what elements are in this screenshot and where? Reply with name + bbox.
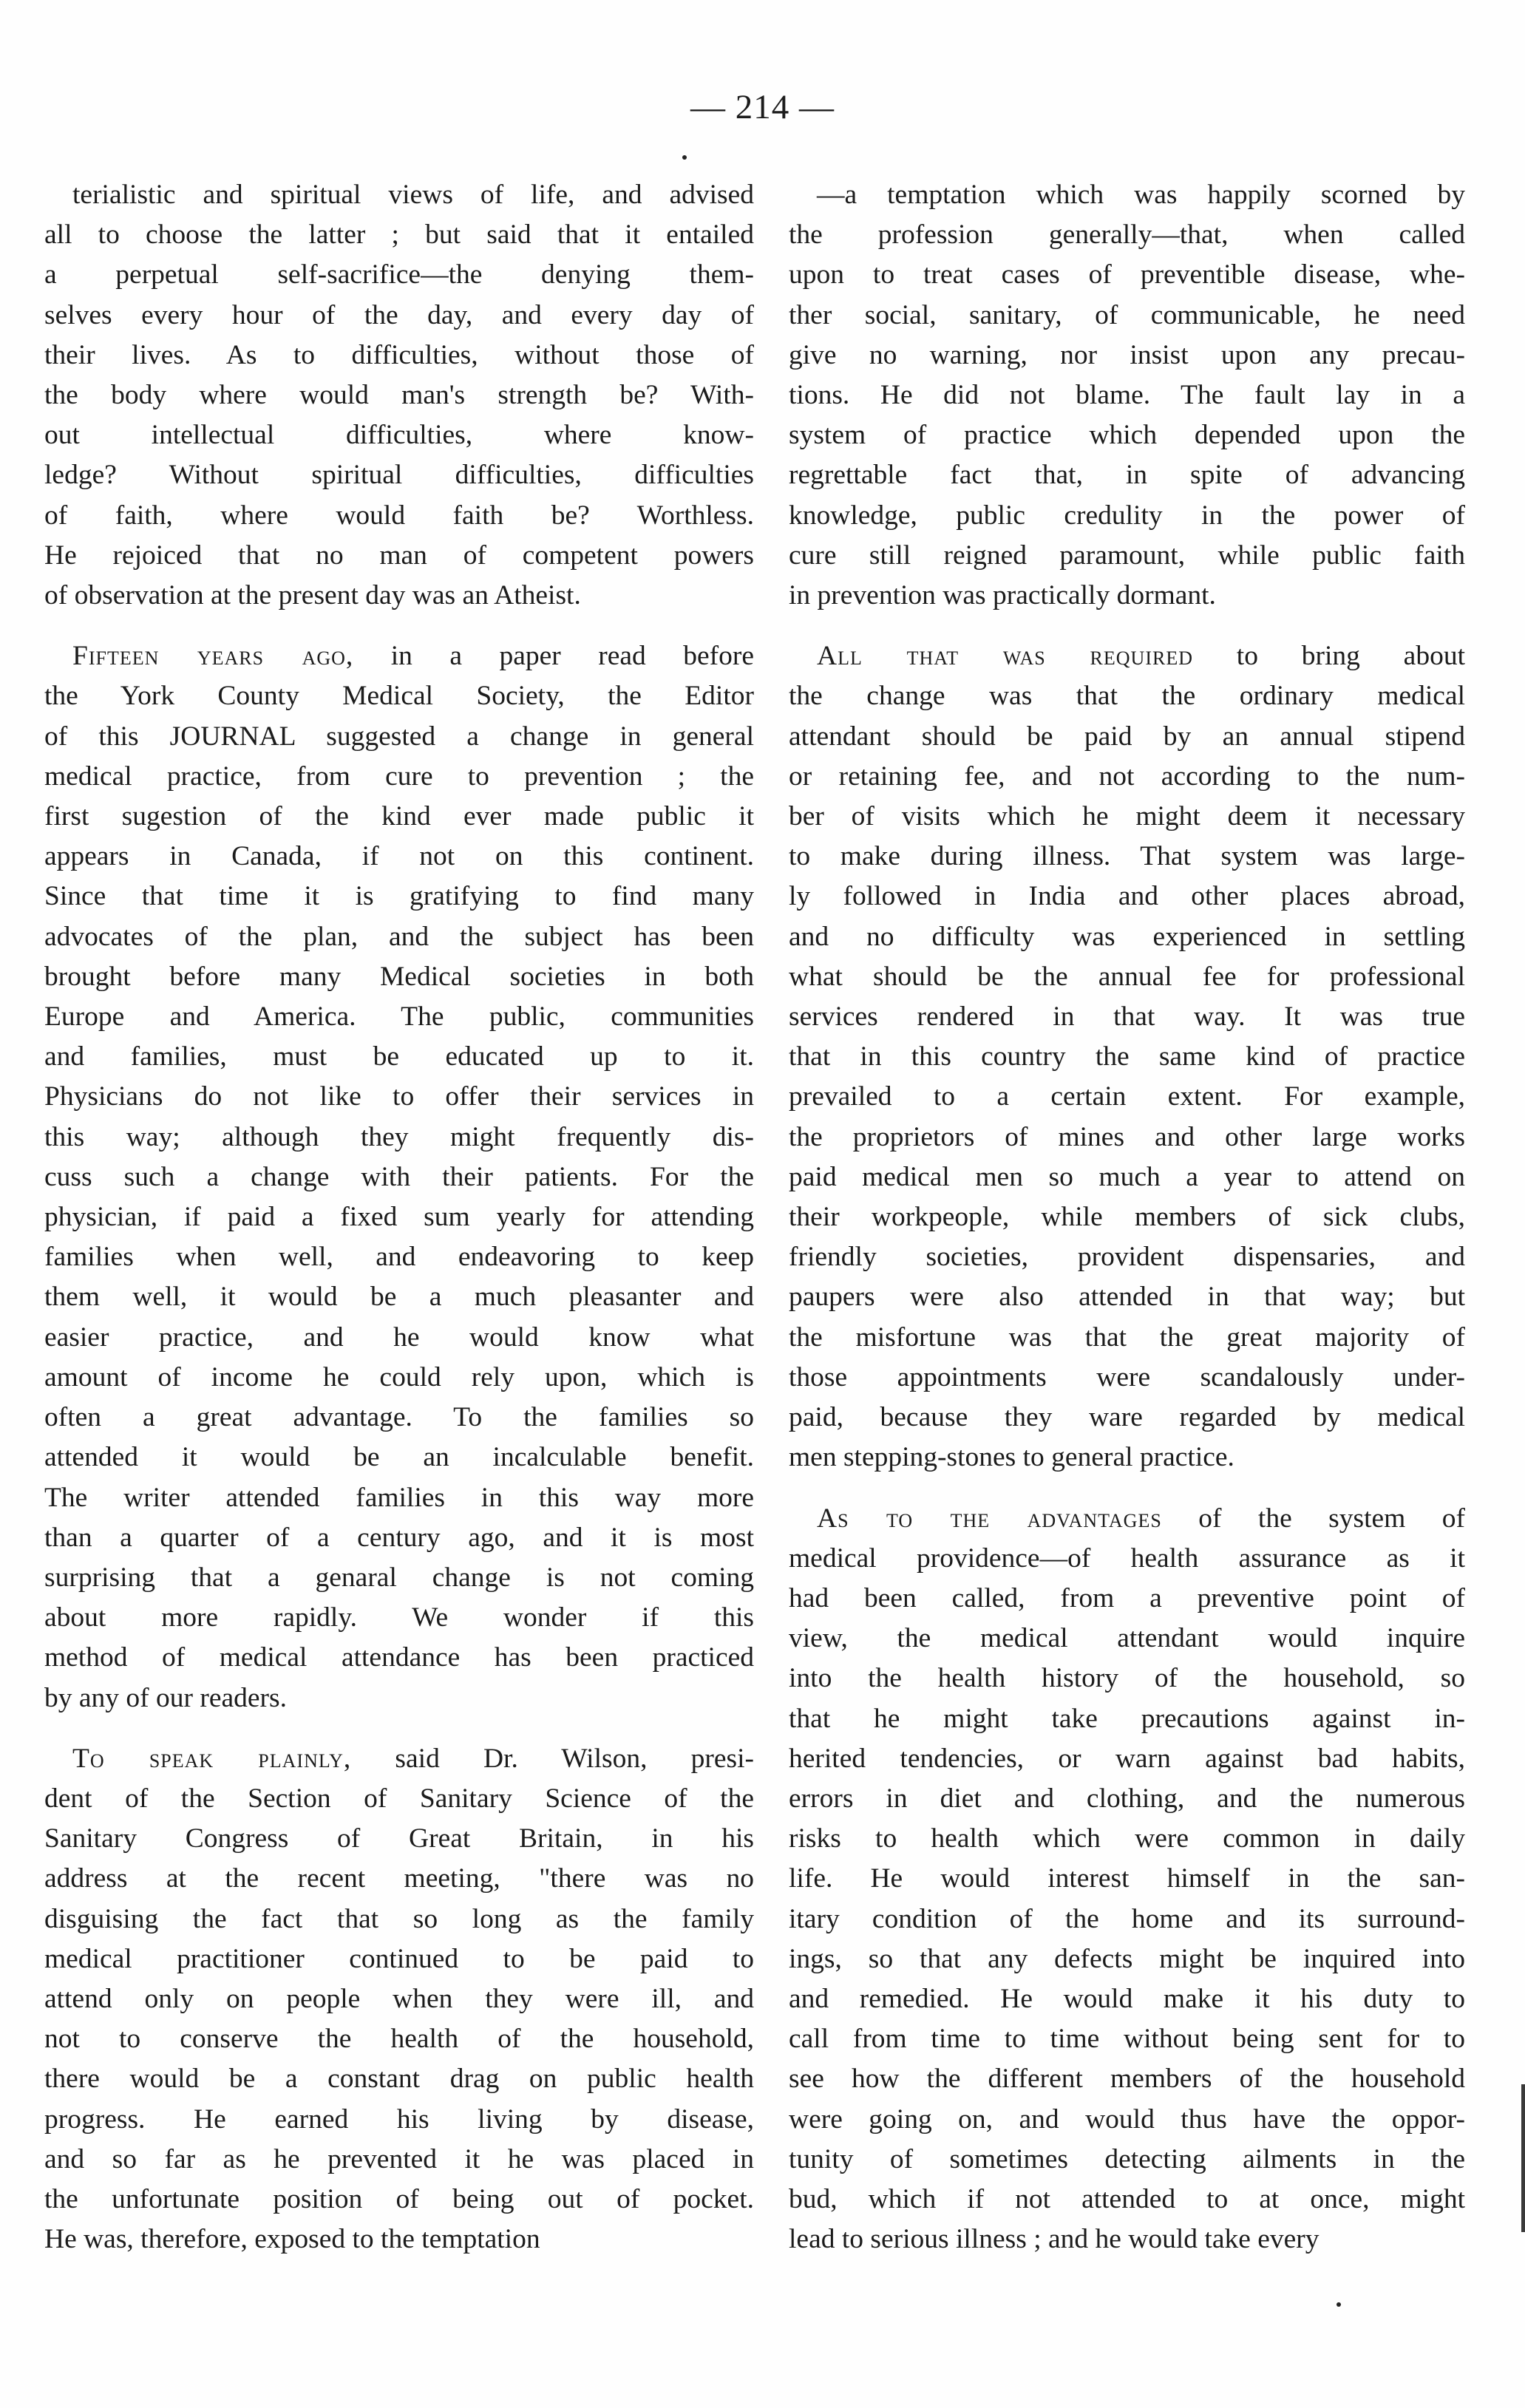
- text-line: [44, 2059, 754, 2099]
- text-line: [789, 2100, 1465, 2140]
- line-text: in prevention was practically dormant.: [789, 580, 1216, 611]
- line-text: address at the recent meeting, "there was no: [44, 1863, 754, 1894]
- text-line: [789, 997, 1465, 1037]
- text-line: [789, 576, 1465, 616]
- text-line: [789, 636, 1465, 676]
- text-line: [44, 957, 754, 997]
- text-line: [789, 1819, 1465, 1859]
- line-text: lead to serious illness ; and he would take every: [789, 2224, 1319, 2255]
- text-line: [44, 496, 754, 536]
- text-line: [44, 1598, 754, 1638]
- line-text: knowledge, public credulity in the power of: [789, 500, 1465, 531]
- paragraph: [789, 1499, 1465, 2260]
- text-line: [44, 1638, 754, 1678]
- line-text: to bring about: [1192, 641, 1465, 672]
- paragraph-lead: All that was required: [817, 641, 1193, 672]
- text-line: [789, 957, 1465, 997]
- text-line: [789, 2059, 1465, 2099]
- line-text: medical providence—of health assurance as it: [789, 1543, 1465, 1574]
- text-line: [789, 1197, 1465, 1237]
- line-text: those appointments were scandalously under-: [789, 1361, 1465, 1392]
- line-text: were going on, and would thus have the oppor-: [789, 2103, 1465, 2135]
- text-line: [789, 2180, 1465, 2220]
- text-line: [789, 797, 1465, 837]
- text-line: [789, 1899, 1465, 1939]
- text-line: [789, 1118, 1465, 1157]
- text-line: [789, 1237, 1465, 1277]
- text-line: [789, 1077, 1465, 1117]
- line-text: the misfortune was that the great majority of: [789, 1322, 1465, 1353]
- text-line: [44, 997, 754, 1037]
- text-line: [44, 1478, 754, 1518]
- text-line: [44, 336, 754, 375]
- text-line: [789, 296, 1465, 336]
- line-text: and no difficulty was experienced in settling: [789, 921, 1465, 952]
- line-text: upon to treat cases of preventible disease, whe-: [789, 259, 1465, 290]
- left-column: [44, 175, 754, 2280]
- text-line: [44, 1237, 754, 1277]
- text-line: [789, 536, 1465, 576]
- text-line: [789, 255, 1465, 295]
- line-text: of observation at the present day was an Atheist.: [44, 580, 581, 611]
- line-text: —a temptation which was happily scorned by: [817, 180, 1465, 210]
- line-text: that in this country the same kind of practice: [789, 1041, 1465, 1072]
- text-line: [44, 296, 754, 336]
- line-text: brought before many Medical societies in both: [44, 961, 754, 992]
- line-text: about more rapidly. We wonder if this: [44, 1602, 754, 1633]
- paragraph: [44, 1739, 754, 2260]
- text-line: [44, 2180, 754, 2220]
- line-text: tions. He did not blame. The fault lay in a: [789, 380, 1465, 411]
- line-text: cure still reigned paramount, while public faith: [789, 540, 1465, 571]
- text-line: [44, 1157, 754, 1197]
- text-line: [789, 1779, 1465, 1819]
- text-line: [44, 1979, 754, 2019]
- text-line: [44, 1739, 754, 1779]
- text-line: [44, 1558, 754, 1598]
- line-text: paid medical men so much a year to attend on: [789, 1161, 1465, 1192]
- paragraph: [789, 175, 1465, 616]
- line-text: herited tendencies, or warn against bad habits,: [789, 1743, 1465, 1774]
- line-text: first sugestion of the kind ever made public it: [44, 801, 754, 832]
- line-text: view, the medical attendant would inquire: [789, 1623, 1465, 1654]
- line-text: than a quarter of a century ago, and it is most: [44, 1522, 754, 1553]
- text-line: [44, 1859, 754, 1899]
- line-text: families when well, and endeavoring to keep: [44, 1242, 754, 1273]
- paragraph-lead: To speak plainly,: [72, 1743, 352, 1774]
- line-text: ings, so that any defects might be inquired into: [789, 1943, 1465, 1974]
- line-text: there would be a constant drag on public health: [44, 2064, 754, 2095]
- text-line: [44, 1438, 754, 1477]
- line-text: had been called, from a preventive point of: [789, 1582, 1465, 1613]
- line-text: the unfortunate position of being out of pocket.: [44, 2183, 754, 2214]
- line-text: dent of the Section of Sanitary Science of the: [44, 1783, 754, 1814]
- text-line: [44, 455, 754, 495]
- text-line: [44, 1819, 754, 1859]
- line-text: in a paper read before: [353, 641, 754, 672]
- line-text: or retaining fee, and not according to the num-: [789, 761, 1465, 792]
- text-line: [44, 375, 754, 415]
- text-line: [44, 636, 754, 676]
- line-text: terialistic and spiritual views of life, and advised: [72, 180, 754, 210]
- line-text: a perpetual self-sacrifice—the denying them-: [44, 259, 754, 290]
- line-text: bud, which if not attended to at once, might: [789, 2183, 1465, 2214]
- text-line: [44, 1779, 754, 1819]
- line-text: Sanitary Congress of Great Britain, in his: [44, 1823, 754, 1854]
- line-text: them well, it would be a much pleasanter and: [44, 1282, 754, 1313]
- line-text: errors in diet and clothing, and the numerous: [789, 1783, 1465, 1814]
- line-text: all to choose the latter ; but said that it entailed: [44, 220, 754, 251]
- text-line: [789, 1318, 1465, 1358]
- line-text: regrettable fact that, in spite of advancing: [789, 460, 1465, 491]
- paragraph-lead: As to the advantages: [817, 1503, 1162, 1534]
- text-line: [44, 1398, 754, 1438]
- text-line: [44, 1277, 754, 1317]
- line-text: method of medical attendance has been practiced: [44, 1642, 754, 1673]
- text-line: [44, 676, 754, 716]
- line-text: what should be the annual fee for professional: [789, 961, 1465, 992]
- text-line: [789, 1979, 1465, 2019]
- line-text: attend only on people when they were ill, and: [44, 1983, 754, 2014]
- line-text: into the health history of the household, so: [789, 1663, 1465, 1694]
- paragraph-lead: Fifteen years ago,: [72, 641, 354, 672]
- text-line: [44, 917, 754, 957]
- line-text: ther social, sanitary, of communicable, he need: [789, 299, 1465, 330]
- text-line: [44, 215, 754, 255]
- line-text: said Dr. Wilson, presi-: [351, 1743, 754, 1774]
- line-text: disguising the fact that so long as the family: [44, 1903, 754, 1934]
- line-text: life. He would interest himself in the san-: [789, 1863, 1465, 1894]
- text-line: [44, 877, 754, 916]
- text-line: [44, 175, 754, 215]
- text-line: [789, 717, 1465, 757]
- line-text: paupers were also attended in that way; but: [789, 1282, 1465, 1313]
- line-text: and remedied. He would make it his duty to: [789, 1983, 1465, 2014]
- line-text: system of practice which depended upon the: [789, 420, 1465, 451]
- text-line: [789, 837, 1465, 877]
- line-text: of faith, where would faith be? Worthless.: [44, 500, 754, 531]
- text-line: [44, 797, 754, 837]
- right-column: [789, 175, 1465, 2280]
- text-line: [44, 1318, 754, 1358]
- speck-bottom: [1337, 2302, 1341, 2307]
- text-line: [789, 175, 1465, 215]
- text-line: [44, 576, 754, 616]
- paragraph: [44, 636, 754, 1718]
- line-text: tunity of sometimes detecting ailments in the: [789, 2143, 1465, 2174]
- line-text: see how the different members of the household: [789, 2064, 1465, 2095]
- line-text: and families, must be educated up to it.: [44, 1041, 754, 1072]
- text-line: [44, 536, 754, 576]
- text-line: [44, 2220, 754, 2259]
- line-text: the York County Medical Society, the Editor: [44, 681, 754, 712]
- text-line: [789, 1037, 1465, 1077]
- text-line: [44, 1899, 754, 1939]
- text-line: [789, 415, 1465, 455]
- line-text: ledge? Without spiritual difficulties, difficulties: [44, 460, 754, 491]
- text-line: [789, 1499, 1465, 1539]
- text-line: [789, 877, 1465, 916]
- line-text: call from time to time without being sent for to: [789, 2024, 1465, 2055]
- line-text: men stepping-stones to general practice.: [789, 1442, 1234, 1473]
- line-text: the change was that the ordinary medical: [789, 681, 1465, 712]
- line-text: He rejoiced that no man of competent powers: [44, 540, 754, 571]
- text-line: [44, 415, 754, 455]
- line-text: and so far as he prevented it he was placed in: [44, 2143, 754, 2174]
- text-line: [789, 1157, 1465, 1197]
- text-line: [44, 255, 754, 295]
- line-text: He was, therefore, exposed to the temptation: [44, 2224, 540, 2255]
- text-line: [789, 1659, 1465, 1698]
- line-text: attendant should be paid by an annual stipend: [789, 721, 1465, 752]
- text-line: [44, 757, 754, 797]
- text-line: [44, 1118, 754, 1157]
- line-text: appears in Canada, if not on this continent.: [44, 841, 754, 872]
- line-text: often a great advantage. To the families so: [44, 1402, 754, 1433]
- text-line: [44, 2019, 754, 2059]
- line-text: medical practitioner continued to be paid to: [44, 1943, 754, 1974]
- line-text: prevailed to a certain extent. For example,: [789, 1081, 1465, 1112]
- line-text: ly followed in India and other places abroad,: [789, 881, 1465, 912]
- text-line: [789, 2140, 1465, 2180]
- text-line: [44, 837, 754, 877]
- line-text: services rendered in that way. It was true: [789, 1001, 1465, 1033]
- text-line: [789, 215, 1465, 255]
- line-text: Europe and America. The public, communities: [44, 1001, 754, 1033]
- text-line: [789, 1358, 1465, 1398]
- line-text: the profession generally—that, when called: [789, 220, 1465, 251]
- line-text: their workpeople, while members of sick clubs,: [789, 1202, 1465, 1233]
- text-line: [789, 1539, 1465, 1579]
- line-text: advocates of the plan, and the subject has been: [44, 921, 754, 952]
- text-line: [44, 1679, 754, 1718]
- line-text: attended it would be an incalculable benefit.: [44, 1442, 754, 1473]
- line-text: easier practice, and he would know what: [44, 1322, 754, 1353]
- text-line: [44, 1518, 754, 1558]
- line-text: surprising that a genaral change is not coming: [44, 1562, 754, 1593]
- paragraph: [44, 175, 754, 616]
- line-text: progress. He earned his living by disease,: [44, 2103, 754, 2135]
- line-text: of the system of: [1161, 1503, 1465, 1534]
- text-line: [789, 676, 1465, 716]
- line-text: their lives. As to difficulties, without those of: [44, 339, 754, 370]
- text-line: [44, 2100, 754, 2140]
- paragraph: [789, 636, 1465, 1477]
- text-line: [789, 1699, 1465, 1739]
- line-text: give no warning, nor insist upon any precau-: [789, 339, 1465, 370]
- line-text: Since that time it is gratifying to find many: [44, 881, 754, 912]
- line-text: itary condition of the home and its surround-: [789, 1903, 1465, 1934]
- text-line: [789, 1398, 1465, 1438]
- line-text: by any of our readers.: [44, 1682, 287, 1713]
- line-text: of this JOURNAL suggested a change in general: [44, 721, 754, 752]
- text-line: [789, 336, 1465, 375]
- line-text: the proprietors of mines and other large works: [789, 1121, 1465, 1152]
- text-line: [44, 717, 754, 757]
- line-text: The writer attended families in this way more: [44, 1482, 754, 1513]
- line-text: the body where would man's strength be? With-: [44, 380, 754, 411]
- line-text: friendly societies, provident dispensaries, and: [789, 1242, 1465, 1273]
- line-text: medical practice, from cure to prevention ; the: [44, 761, 754, 792]
- line-text: Physicians do not like to offer their services in: [44, 1081, 754, 1112]
- text-line: [789, 1739, 1465, 1779]
- line-text: this way; although they might frequently dis-: [44, 1121, 754, 1152]
- speck-top: [682, 155, 687, 160]
- line-text: out intellectual difficulties, where know-: [44, 420, 754, 451]
- text-line: [44, 1077, 754, 1117]
- line-text: physician, if paid a fixed sum yearly for attending: [44, 1202, 754, 1233]
- text-line: [789, 1859, 1465, 1899]
- line-text: not to conserve the health of the household,: [44, 2024, 754, 2055]
- text-line: [44, 1358, 754, 1398]
- text-line: [789, 496, 1465, 536]
- text-line: [789, 1939, 1465, 1979]
- line-text: that he might take precautions against in-: [789, 1703, 1465, 1734]
- line-text: amount of income he could rely upon, which is: [44, 1361, 754, 1392]
- text-line: [789, 375, 1465, 415]
- line-text: to make during illness. That system was large-: [789, 841, 1465, 872]
- text-line: [789, 2220, 1465, 2259]
- text-line: [44, 2140, 754, 2180]
- text-line: [789, 455, 1465, 495]
- line-text: ber of visits which he might deem it necessary: [789, 801, 1465, 832]
- line-text: risks to health which were common in daily: [789, 1823, 1465, 1854]
- text-line: [44, 1037, 754, 1077]
- text-line: [44, 1939, 754, 1979]
- text-line: [789, 1579, 1465, 1619]
- page-number: — 214 —: [690, 88, 835, 126]
- text-line: [789, 757, 1465, 797]
- line-text: cuss such a change with their patients. For the: [44, 1161, 754, 1192]
- line-text: paid, because they ware regarded by medical: [789, 1402, 1465, 1433]
- text-line: [789, 1438, 1465, 1477]
- text-line: [789, 1619, 1465, 1659]
- text-line: [789, 1277, 1465, 1317]
- text-line: [44, 1197, 754, 1237]
- line-text: selves every hour of the day, and every day of: [44, 299, 754, 330]
- page-edge-shadow: [1521, 2084, 1525, 2232]
- text-line: [789, 2019, 1465, 2059]
- text-line: [789, 917, 1465, 957]
